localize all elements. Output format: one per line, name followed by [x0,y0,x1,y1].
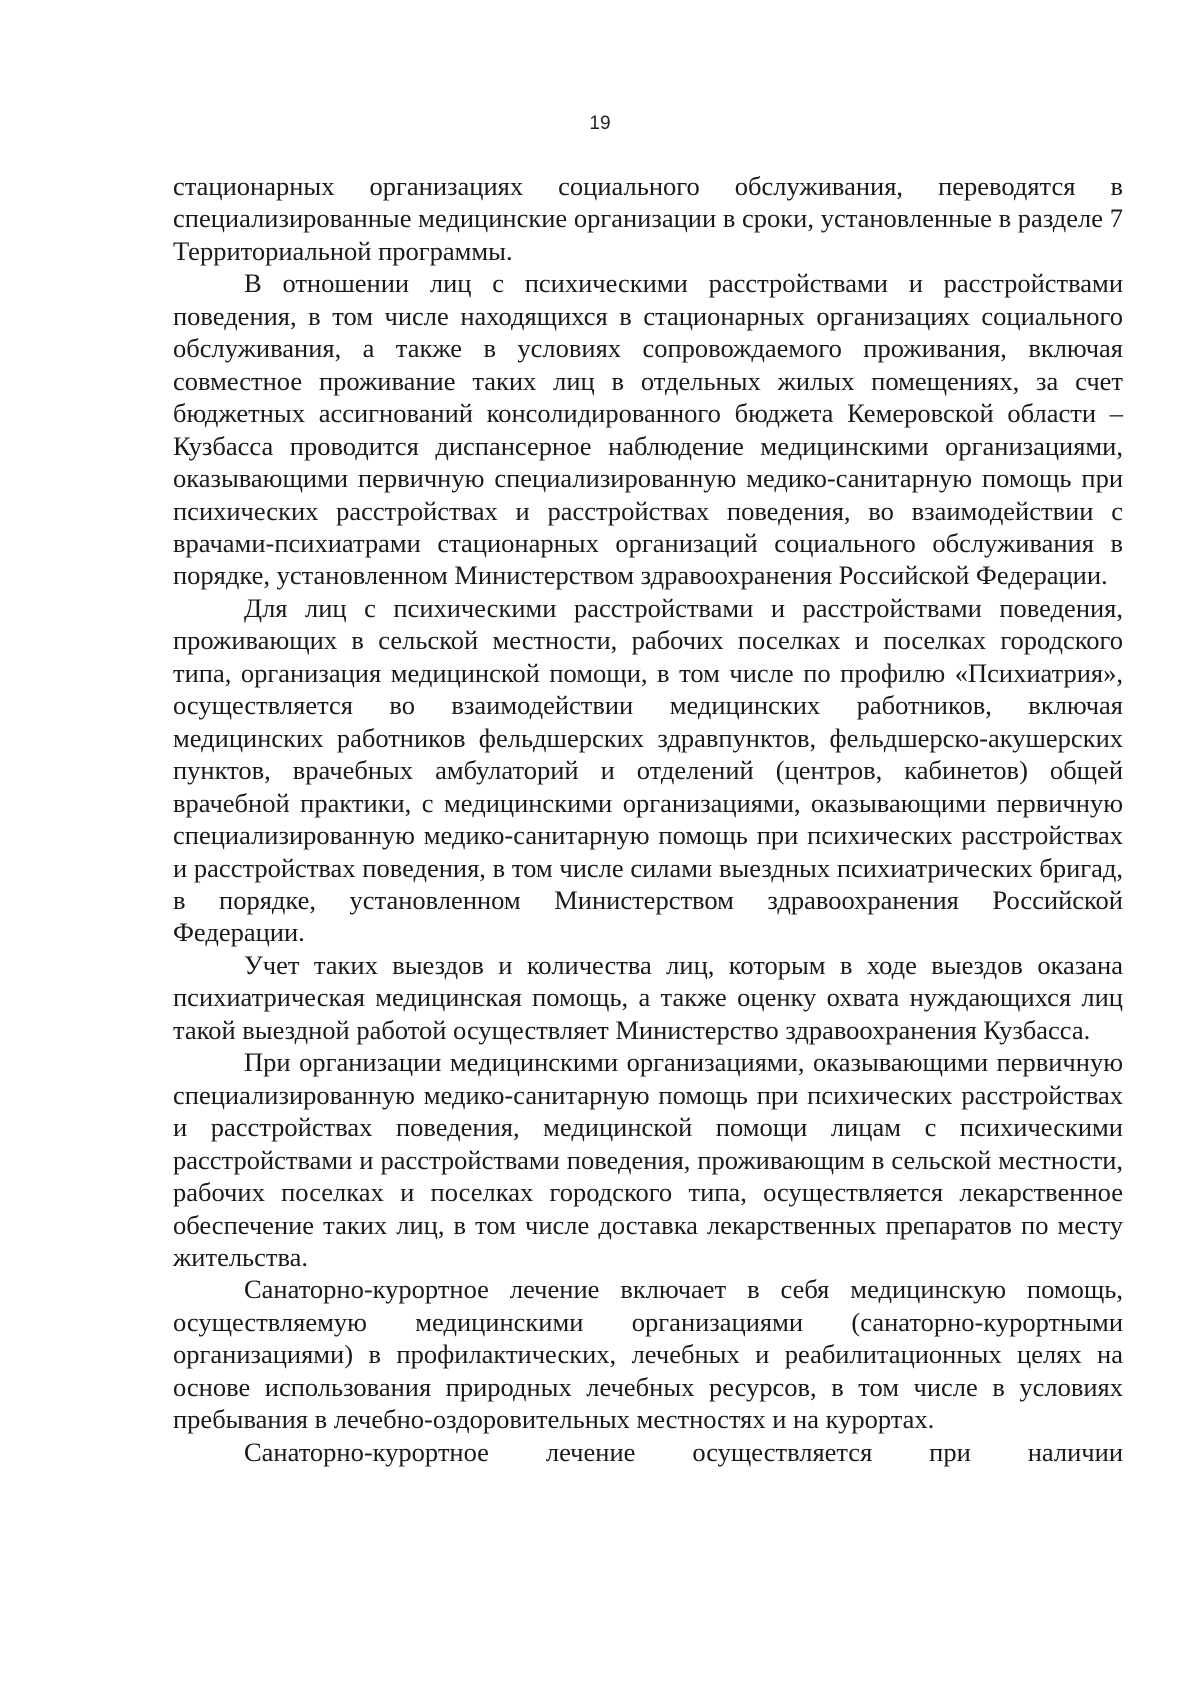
paragraph-rural-psychiatric-care: Для лиц с психическими расстройствами и расстройствами поведения, проживающих в сельской местности, рабочих поселках и поселках городского типа, организация медицинской помощи, в том числе по профилю «Психиатрия», осуществляется во взаимодействии медицинских работников, включая медицинских работников фельдшерских здравпунктов, фельдшерско-акушерских пунктов, врачебных амбулаторий и отделений (центров, кабинетов) общей врачебной практики, с медицинскими организациями, оказывающими первичную специализированную медико-санитарную помощь при психических расстройствах и расстройствах поведения, в том числе силами выездных психиатрических бригад, в порядке, установленном Министерством здравоохранения Российской Федерации. [173,592,1123,948]
paragraph-sanatorium-treatment-conditions: Санаторно-курортное лечение осуществляется при наличии [244,1436,1123,1467]
paragraph-continuation: стационарных организациях социального обслуживания, переводятся в специализированные медицинские организации в сроки, установленные в разделе 7 Территориальной программы. [173,171,1123,266]
paragraph-sanatorium-treatment-definition: Санаторно-курортное лечение включает в себя медицинскую помощь, осуществляемую медицинскими организациями (санаторно-курортными организациями) в профилактических, лечебных и реабилитационных целях на основе использования природных лечебных ресурсов, в том числе в условиях пребывания в лечебно-оздоровительных местностях и на курортах. [173,1274,1123,1435]
paragraph-psychiatric-dispensary-observation: В отношении лиц с психическими расстройствами и расстройствами поведения, в том числе находящихся в стационарных организациях социального обслуживания, а также в условиях сопровождаемого проживания, включая совместное проживание таких лиц в отдельных жилых помещениях, за счет бюджетных ассигнований консолидированного бюджета Кемеровской области – Кузбасса проводится диспансерное наблюдение медицинскими организациями, оказывающими первичную специализированную медико-санитарную помощь при психических расстройствах и расстройствах поведения, во взаимодействии с врачами-психиатрами стационарных организаций социального обслуживания в порядке, установленном Министерством здравоохранения Российской Федерации. [173,268,1123,591]
paragraph-visit-accounting: Учет таких выездов и количества лиц, которым в ходе выездов оказана психиатрическая медицинская помощь, а также оценку охвата нуждающихся лиц такой выездной работой осуществляет Министерство здравоохранения Кузбасса. [173,949,1123,1045]
document-body [173,170,1123,1468]
paragraph-drug-provision: При организации медицинскими организациями, оказывающими первичную специализированную медико-санитарную помощь при психических расстройствах и расстройствах поведения, медицинской помощи лицам с психическими расстройствами и расстройствами поведения, проживающим в сельской местности, рабочих поселках и поселках городского типа, осуществляется лекарственное обеспечение таких лиц, в том числе доставка лекарственных препаратов по месту жительства. [173,1047,1123,1272]
page-number: 19 [589,113,611,134]
